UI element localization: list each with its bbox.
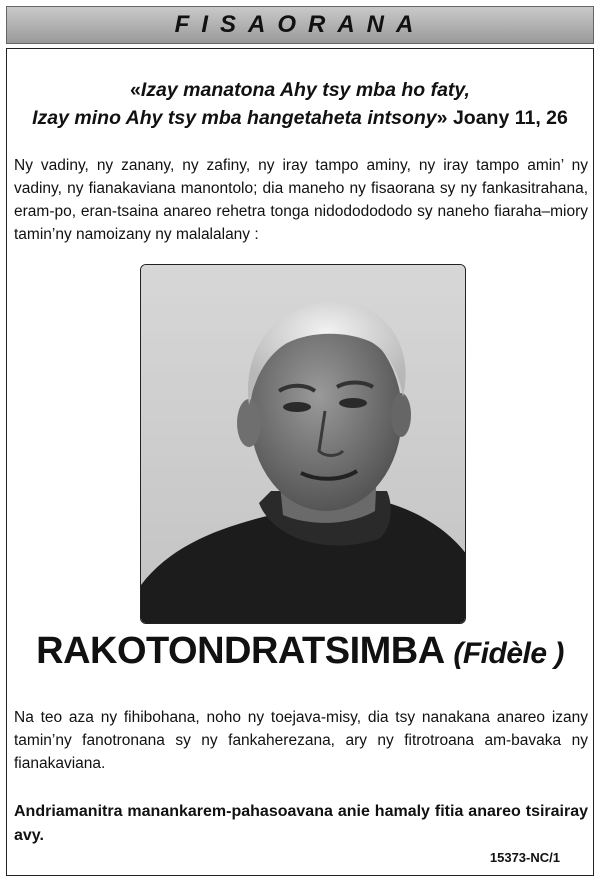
portrait-illustration	[141, 265, 466, 624]
header-banner	[6, 6, 594, 44]
header-title: FISAORANA	[174, 11, 426, 38]
quote-line-1: «Izay manatona Ahy tsy mba ho faty,	[130, 79, 470, 101]
deceased-surname: RAKOTONDRATSIMBA	[36, 630, 444, 672]
quote-line-2: Izay mino Ahy tsy mba hangetaheta intsony» Joany 11, 26	[32, 107, 568, 129]
quote-reference: Joany 11, 26	[452, 107, 568, 129]
deceased-name	[0, 630, 600, 673]
portrait-photo	[140, 264, 466, 624]
reference-code: 15373-NC/1	[489, 850, 560, 865]
deceased-first-name: (Fidèle )	[453, 637, 564, 670]
thanks-paragraph: Na teo aza ny fihibohana, noho ny toejava-misy, dia tsy nanakana anareo izany tamin’ny fanotronana sy ny fankaherezana, ary ny fitrotroana am-bavaka ny fianakaviana.	[14, 709, 588, 772]
intro-paragraph: Ny vadiny, ny zanany, ny zafiny, ny iray tampo aminy, ny iray tampo amin’ ny vadiny, ny fianakaviana manontolo; dia maneho ny fisaorana sy ny fankasitrahana, eram-po, eran-tsaina anareo rehetra tonga nidododododo sy naneho fiaraha–miory tamin’ny namoizany ny malalalany :	[14, 157, 588, 243]
bible-quote	[10, 76, 590, 132]
closing-blessing: Andriamanitra manankarem-pahasoavana anie hamaly fitia anareo tsirairay avy.	[14, 803, 588, 844]
